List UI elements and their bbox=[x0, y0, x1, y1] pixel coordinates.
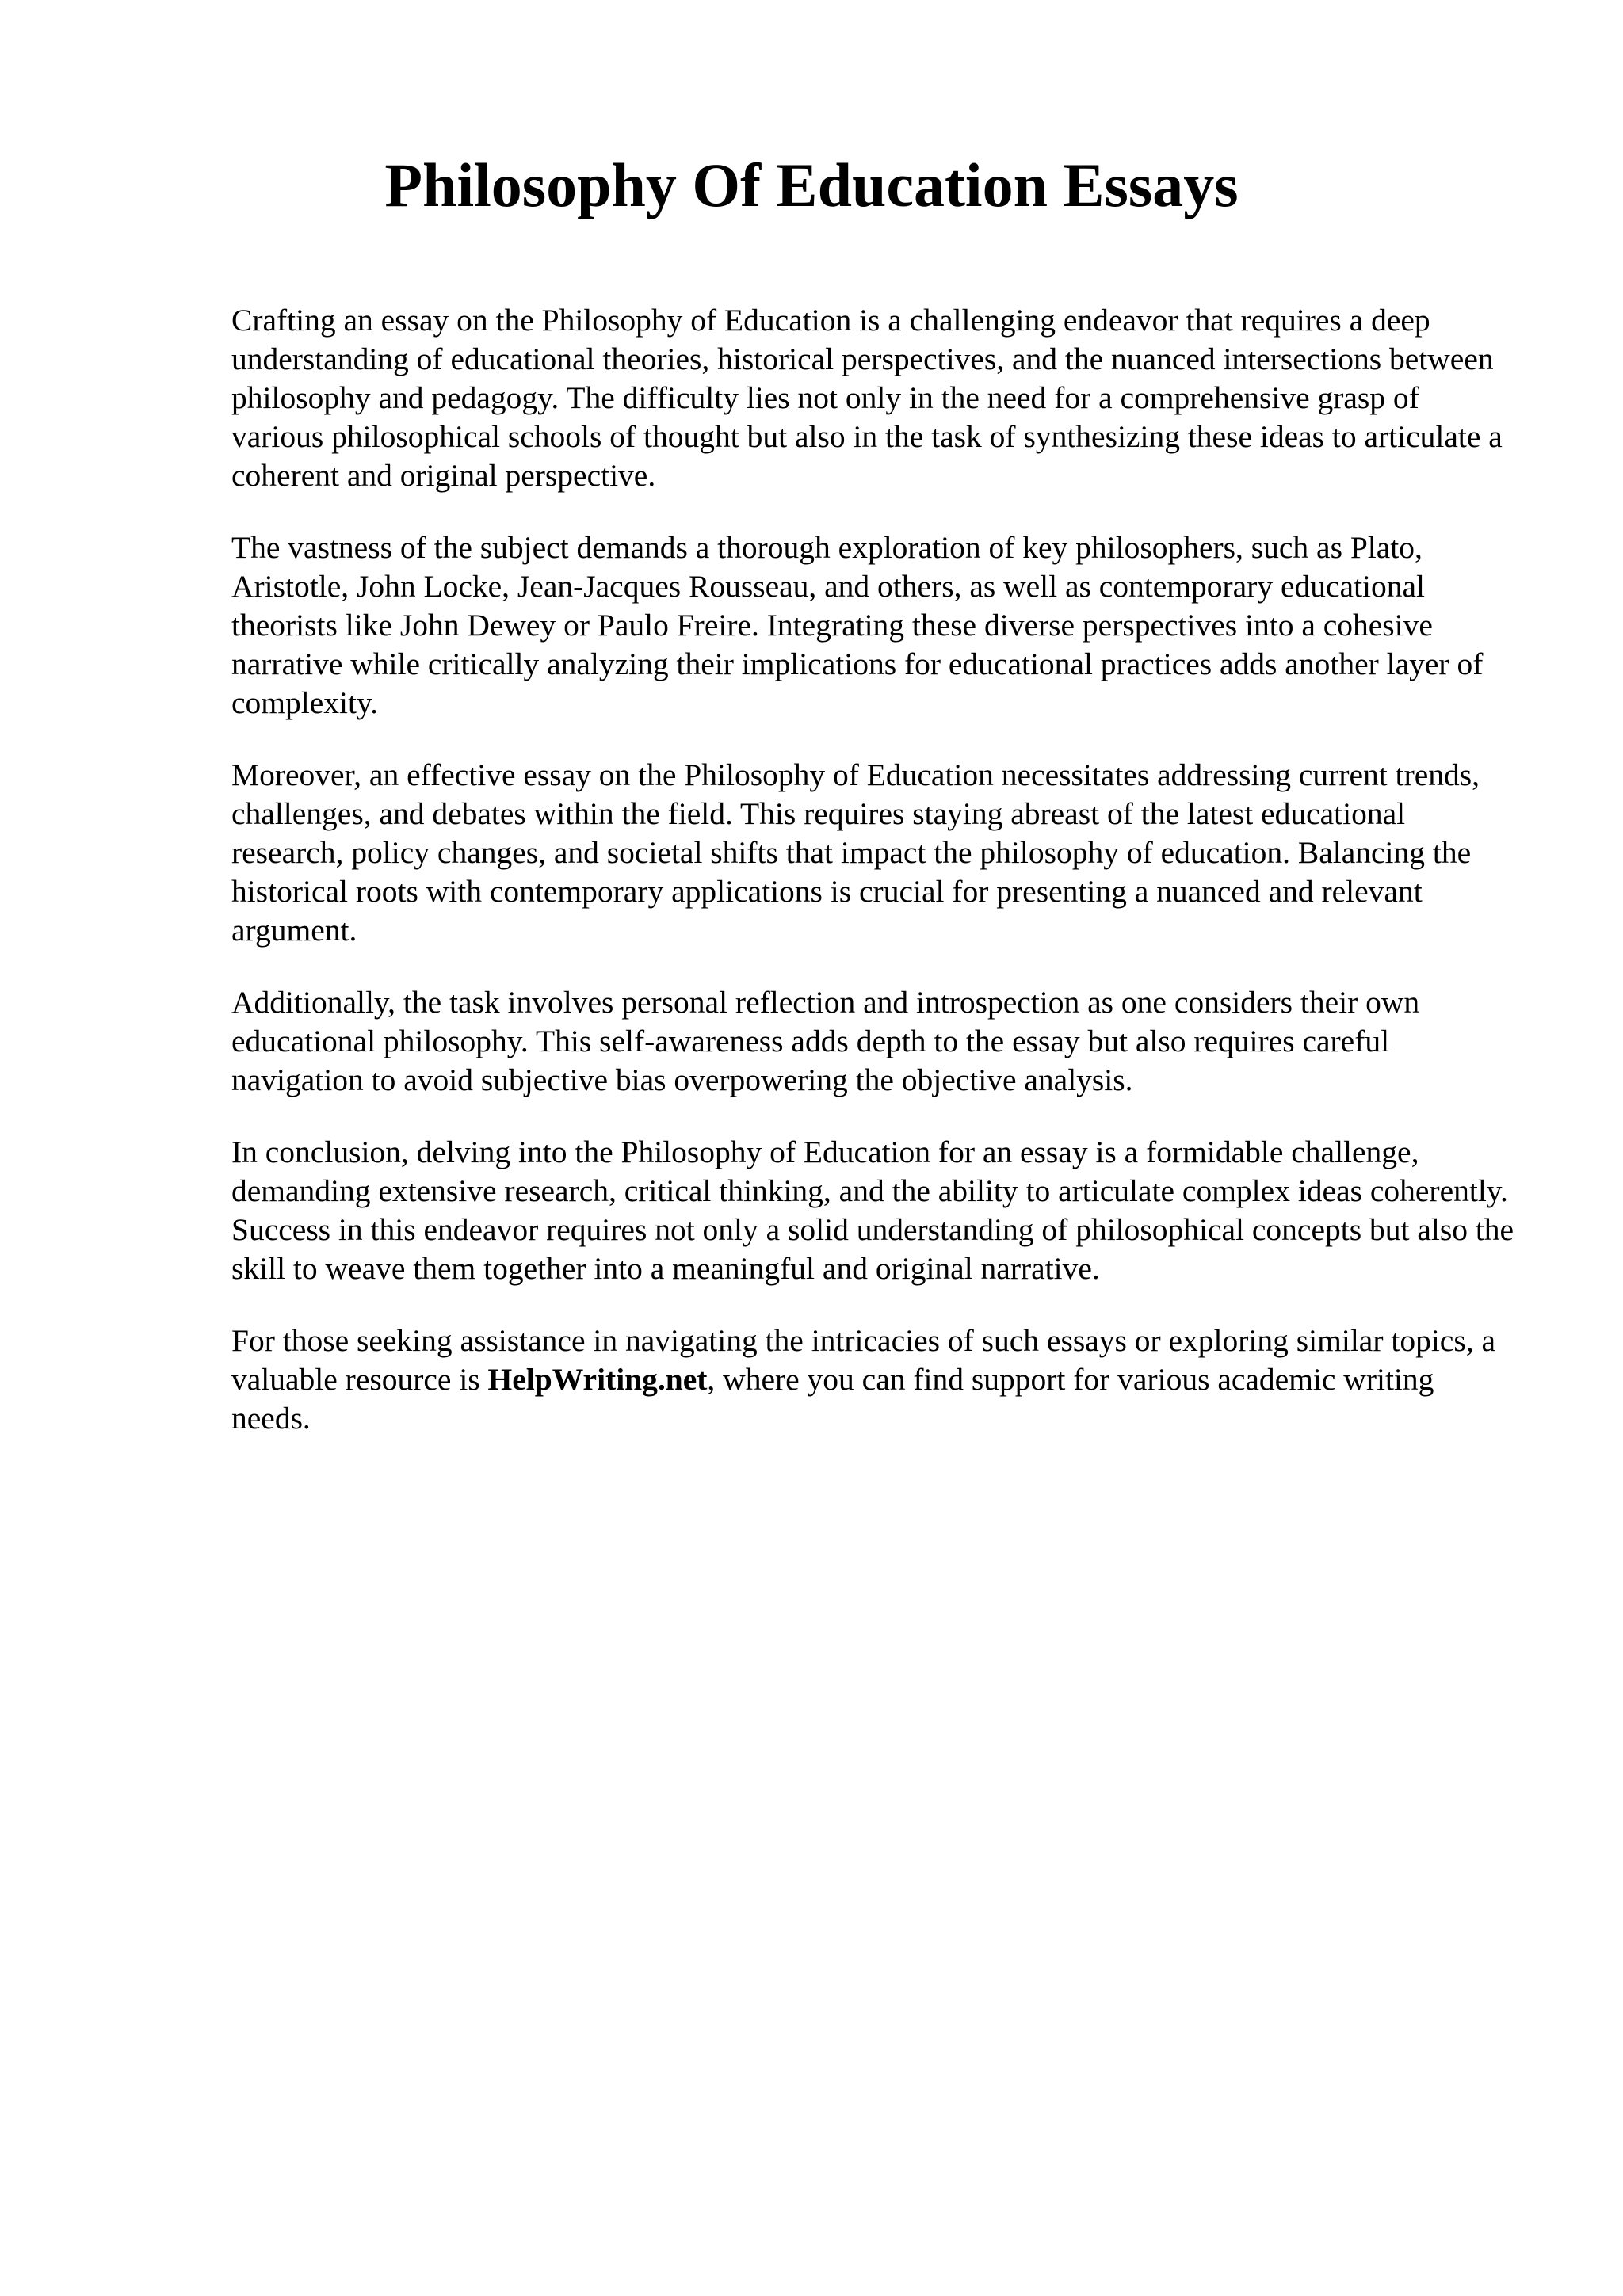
paragraph-philosophers: The vastness of the subject demands a thorough exploration of key philosophers, such as Plato, Aristotle, John Locke, Jean-Jacques Rousseau, and others, as well as contemporary educational theorists like John Dewey or Paulo Freire. Integrating these diverse perspectives into a cohesive narrative while critically analyzing their implications for educational practices adds another layer of complexity. bbox=[231, 530, 1484, 720]
resource-text-before: For those seeking assistance in navigating the intricacies of such essays or exploring similar topics, a valuable resource is bbox=[231, 1323, 1495, 1397]
resource-text-after: , where you can find support for various academic writing needs. bbox=[231, 1362, 1434, 1436]
paragraph-resource bbox=[231, 1322, 1515, 1438]
resource-link[interactable]: HelpWriting.net bbox=[487, 1362, 708, 1397]
essay-body bbox=[231, 301, 1515, 1471]
paragraph-current-trends: Moreover, an effective essay on the Philosophy of Education necessitates addressing current trends, challenges, and debates within the field. This requires staying abreast of the latest educational research, policy changes, and societal shifts that impact the philosophy of education. Balancing the historical roots with contemporary applications is crucial for presenting a nuanced and relevant argument. bbox=[231, 757, 1480, 948]
paragraph-reflection: Additionally, the task involves personal reflection and introspection as one considers their own educational philosophy. This self-awareness adds depth to the essay but also requires careful navigation to avoid subjective bias overpowering the objective analysis. bbox=[231, 985, 1420, 1097]
paragraph-conclusion: In conclusion, delving into the Philosophy of Education for an essay is a formidable challenge, demanding extensive research, critical thinking, and the ability to articulate complex ideas coherently. Success in this endeavor requires not only a solid understanding of philosophical concepts but also the skill to weave them together into a meaningful and original narrative. bbox=[231, 1135, 1514, 1286]
paragraph-intro: Crafting an essay on the Philosophy of Education is a challenging endeavor that requires a deep understanding of educational theories, historical perspectives, and the nuanced intersections between philosophy and pedagogy. The difficulty lies not only in the need for a comprehensive grasp of various philosophical schools of thought but also in the task of synthesizing these ideas to articulate a coherent and original perspective. bbox=[231, 303, 1503, 493]
page-title: Philosophy Of Education Essays bbox=[384, 151, 1239, 219]
